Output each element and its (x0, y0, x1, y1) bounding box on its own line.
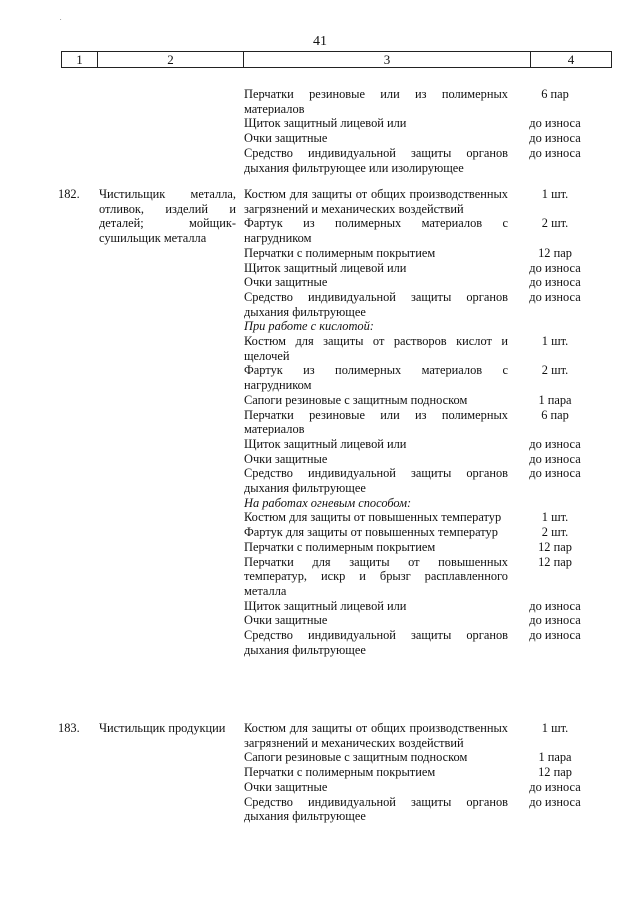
ppe-item (244, 436, 581, 452)
column-header-1: 1 (62, 52, 98, 68)
ppe-quantity: до износа (529, 598, 581, 613)
ppe-name: Очки защитные (244, 779, 328, 794)
ppe-item (244, 216, 569, 246)
condition-label: На работах огневым способом: (244, 495, 412, 510)
ppe-name: Щиток защитный лицевой или (244, 436, 407, 451)
ppe-item (244, 628, 581, 657)
ppe-quantity: до износа (529, 794, 581, 809)
ppe-name: Костюм для защиты от общих производственных загрязнений и механических воздействий (244, 187, 508, 216)
ppe-name: Перчатки для защиты от повышенных температур, искр и брызг расплавленного металла (244, 554, 508, 598)
ppe-quantity: 12 пар (538, 245, 572, 260)
ppe-quantity: до износа (529, 451, 581, 466)
ppe-name: Щиток защитный лицевой или (244, 260, 407, 275)
ppe-quantity: 6 пар (541, 87, 569, 101)
ppe-list (244, 87, 581, 175)
column-header-table (61, 51, 612, 68)
ppe-quantity: 2 шт. (541, 216, 569, 231)
condition-label: При работе с кислотой: (244, 319, 374, 334)
ppe-quantity: 2 шт. (541, 525, 569, 540)
profession-name: Чистильщик продукции (99, 721, 226, 735)
ppe-name: Фартук из полимерных материалов с нагрудником (244, 216, 508, 246)
ppe-quantity: до износа (529, 289, 581, 304)
page-number: 41 (313, 34, 327, 49)
ppe-name: Очки защитные (244, 451, 328, 466)
ppe-item (244, 750, 572, 765)
ppe-name: Средство индивидуальной защиты органов дыхания фильтрующее (244, 628, 508, 657)
ppe-name: Сапоги резиновые с защитным подноском (244, 750, 468, 765)
ppe-name: Перчатки с полимерным покрытием (244, 765, 436, 780)
ppe-item (244, 721, 569, 750)
ppe-quantity: до износа (529, 116, 581, 131)
ppe-item (244, 131, 581, 146)
ppe-name: Перчатки с полимерным покрытием (244, 245, 436, 260)
ppe-item (244, 87, 569, 116)
ppe-quantity: 1 шт. (541, 721, 569, 735)
ppe-quantity: до износа (529, 131, 581, 146)
ppe-name: Очки защитные (244, 131, 328, 146)
ppe-quantity: 1 пара (538, 750, 572, 765)
ppe-quantity: 2 шт. (541, 363, 569, 378)
ppe-item (244, 116, 581, 131)
ppe-quantity: до износа (529, 613, 581, 628)
ppe-item (244, 554, 572, 599)
ppe-quantity: до износа (529, 145, 581, 160)
ppe-item (244, 451, 581, 467)
ppe-name: Щиток защитный лицевой или (244, 598, 407, 613)
ppe-quantity: 12 пар (538, 554, 572, 569)
condition-heading (244, 319, 508, 334)
ppe-item (244, 363, 569, 393)
ppe-name: Перчатки с полимерным покрытием (244, 539, 436, 554)
ppe-quantity: 6 пар (541, 407, 569, 422)
ppe-item (244, 260, 581, 276)
ppe-name: Перчатки резиновые или из полимерных материалов (244, 87, 508, 116)
ppe-name: Костюм для защиты от общих производственных загрязнений и механических воздействий (244, 721, 508, 750)
ppe-item (244, 613, 581, 628)
ppe-quantity: до износа (529, 779, 581, 794)
ppe-name: Фартук для защиты от повышенных температур (244, 525, 498, 540)
ppe-item (244, 466, 581, 496)
ppe-name: Щиток защитный лицевой или (244, 116, 407, 131)
column-header-4: 4 (531, 52, 612, 68)
ppe-quantity: до износа (529, 436, 581, 451)
ppe-item (244, 289, 581, 319)
ppe-quantity: до износа (529, 275, 581, 290)
ppe-name: Фартук из полимерных материалов с нагрудником (244, 363, 508, 393)
ppe-item (244, 794, 581, 824)
corner-mark: . (60, 16, 62, 22)
ppe-quantity: 1 шт. (541, 510, 569, 525)
ppe-item (244, 334, 569, 363)
ppe-name: Средство индивидуальной защиты органов дыхания фильтрующее (244, 466, 508, 496)
ppe-name: Сапоги резиновые с защитным подноском (244, 392, 468, 407)
profession-name: Чистильщик металла, отливок, изделий и деталей; мойщик-сушильщик металла (99, 187, 236, 246)
ppe-item (244, 145, 581, 175)
entry-number: 183. (58, 721, 80, 735)
ppe-item (244, 539, 572, 555)
ppe-quantity: до износа (529, 260, 581, 275)
ppe-item (244, 598, 581, 614)
ppe-item (244, 779, 581, 795)
ppe-quantity: 1 шт. (541, 334, 569, 349)
ppe-name: Средство индивидуальной защиты органов дыхания фильтрующее (244, 794, 508, 824)
ppe-quantity: 1 пара (538, 392, 572, 407)
ppe-item (244, 275, 581, 290)
entry-number: 182. (58, 187, 80, 201)
ppe-item (244, 407, 569, 437)
ppe-name: Очки защитные (244, 613, 328, 628)
ppe-name: Костюм для защиты от повышенных температур (244, 510, 502, 525)
ppe-item (244, 187, 569, 216)
column-header-3: 3 (244, 52, 531, 68)
ppe-name: Очки защитные (244, 275, 328, 290)
ppe-item (244, 392, 572, 408)
ppe-name: Средство индивидуальной защиты органов дыхания фильтрующее (244, 289, 508, 319)
ppe-item (244, 510, 569, 525)
ppe-item (244, 525, 569, 540)
ppe-name: Средство индивидуальной защиты органов дыхания фильтрующее или изолирующее (244, 145, 508, 175)
ppe-item (244, 765, 572, 780)
ppe-quantity: 12 пар (538, 765, 572, 780)
ppe-list (244, 721, 581, 824)
column-header-2: 2 (98, 52, 244, 68)
ppe-name: Костюм для защиты от растворов кислот и щелочей (244, 334, 508, 363)
ppe-quantity: 12 пар (538, 539, 572, 554)
ppe-name: Перчатки резиновые или из полимерных материалов (244, 407, 508, 437)
ppe-quantity: 1 шт. (541, 187, 569, 201)
ppe-list (244, 187, 581, 658)
ppe-item (244, 245, 572, 261)
ppe-quantity: до износа (529, 628, 581, 643)
ppe-quantity: до износа (529, 466, 581, 481)
condition-heading (244, 496, 508, 511)
